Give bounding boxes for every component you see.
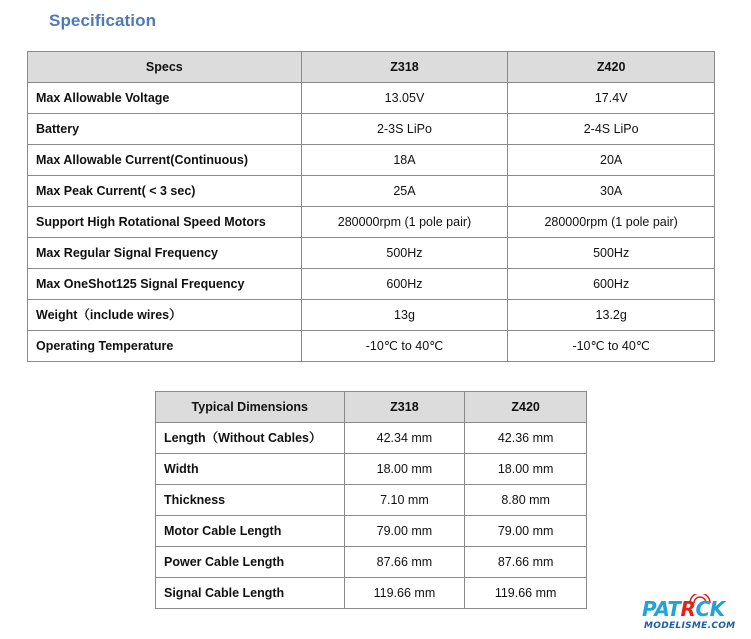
table-row: [28, 145, 715, 176]
z420-value-cell: 2-4S LiPo: [508, 114, 715, 145]
z420-value-cell: 20A: [508, 145, 715, 176]
spec-name-cell: Max OneShot125 Signal Frequency: [28, 269, 302, 300]
z318-value-cell: 87.66 mm: [344, 547, 465, 578]
dimension-name-cell: Signal Cable Length: [156, 578, 345, 609]
specification-table: [27, 51, 715, 362]
z318-value-cell: 2-3S LiPo: [301, 114, 508, 145]
z420-value-cell: 13.2g: [508, 300, 715, 331]
table-row: [28, 238, 715, 269]
spec-name-cell: Max Peak Current( < 3 sec): [28, 176, 302, 207]
table-row: [28, 207, 715, 238]
z420-value-cell: 18.00 mm: [465, 454, 587, 485]
dimension-name-cell: Width: [156, 454, 345, 485]
z420-value-cell: 42.36 mm: [465, 423, 587, 454]
z420-value-cell: 280000rpm (1 pole pair): [508, 207, 715, 238]
logo-part-2: R: [680, 597, 696, 621]
spec-name-cell: Max Regular Signal Frequency: [28, 238, 302, 269]
column-header: Z420: [465, 392, 587, 423]
column-header: Z420: [508, 52, 715, 83]
z318-value-cell: 119.66 mm: [344, 578, 465, 609]
dimension-name-cell: Motor Cable Length: [156, 516, 345, 547]
spec-name-cell: Max Allowable Voltage: [28, 83, 302, 114]
z420-value-cell: 17.4V: [508, 83, 715, 114]
watermark-logo: [640, 598, 748, 636]
spec-name-cell: Max Allowable Current(Continuous): [28, 145, 302, 176]
dimension-name-cell: Length（Without Cables）: [156, 423, 345, 454]
spec-name-cell: Battery: [28, 114, 302, 145]
z318-value-cell: -10℃ to 40℃: [301, 331, 508, 362]
dimension-name-cell: Power Cable Length: [156, 547, 345, 578]
table-header-row: [28, 52, 715, 83]
table-row: [156, 547, 587, 578]
z318-value-cell: 13.05V: [301, 83, 508, 114]
spec-name-cell: Operating Temperature: [28, 331, 302, 362]
column-header: Z318: [301, 52, 508, 83]
table-row: [156, 578, 587, 609]
table-row: [156, 423, 587, 454]
dimension-name-cell: Thickness: [156, 485, 345, 516]
spec-name-cell: Weight（include wires）: [28, 300, 302, 331]
table-header-row: [156, 392, 587, 423]
table-row: [156, 454, 587, 485]
z420-value-cell: 119.66 mm: [465, 578, 587, 609]
table-row: [156, 485, 587, 516]
table-row: [156, 516, 587, 547]
z420-value-cell: 87.66 mm: [465, 547, 587, 578]
z420-value-cell: 8.80 mm: [465, 485, 587, 516]
table-row: [28, 83, 715, 114]
z420-value-cell: 30A: [508, 176, 715, 207]
z318-value-cell: 13g: [301, 300, 508, 331]
table-row: [28, 331, 715, 362]
table-row: [28, 176, 715, 207]
z318-value-cell: 7.10 mm: [344, 485, 465, 516]
z318-value-cell: 42.34 mm: [344, 423, 465, 454]
z420-value-cell: -10℃ to 40℃: [508, 331, 715, 362]
table-row: [28, 300, 715, 331]
page-title: Specification: [49, 11, 157, 30]
z420-value-cell: 79.00 mm: [465, 516, 587, 547]
z420-value-cell: 600Hz: [508, 269, 715, 300]
column-header: Typical Dimensions: [156, 392, 345, 423]
z318-value-cell: 18A: [301, 145, 508, 176]
column-header: Specs: [28, 52, 302, 83]
dimensions-table: [155, 391, 587, 609]
logo-part-1: PAT: [642, 597, 681, 621]
column-header: Z318: [344, 392, 465, 423]
spec-name-cell: Support High Rotational Speed Motors: [28, 207, 302, 238]
z318-value-cell: 25A: [301, 176, 508, 207]
z318-value-cell: 500Hz: [301, 238, 508, 269]
z318-value-cell: 280000rpm (1 pole pair): [301, 207, 508, 238]
table-row: [28, 114, 715, 145]
logo-part-3: CK: [695, 597, 725, 621]
logo-wordmark: [642, 598, 725, 620]
z318-value-cell: 18.00 mm: [344, 454, 465, 485]
logo-subtitle: MODELISME.COM: [644, 621, 736, 631]
table-row: [28, 269, 715, 300]
z318-value-cell: 79.00 mm: [344, 516, 465, 547]
z420-value-cell: 500Hz: [508, 238, 715, 269]
z318-value-cell: 600Hz: [301, 269, 508, 300]
